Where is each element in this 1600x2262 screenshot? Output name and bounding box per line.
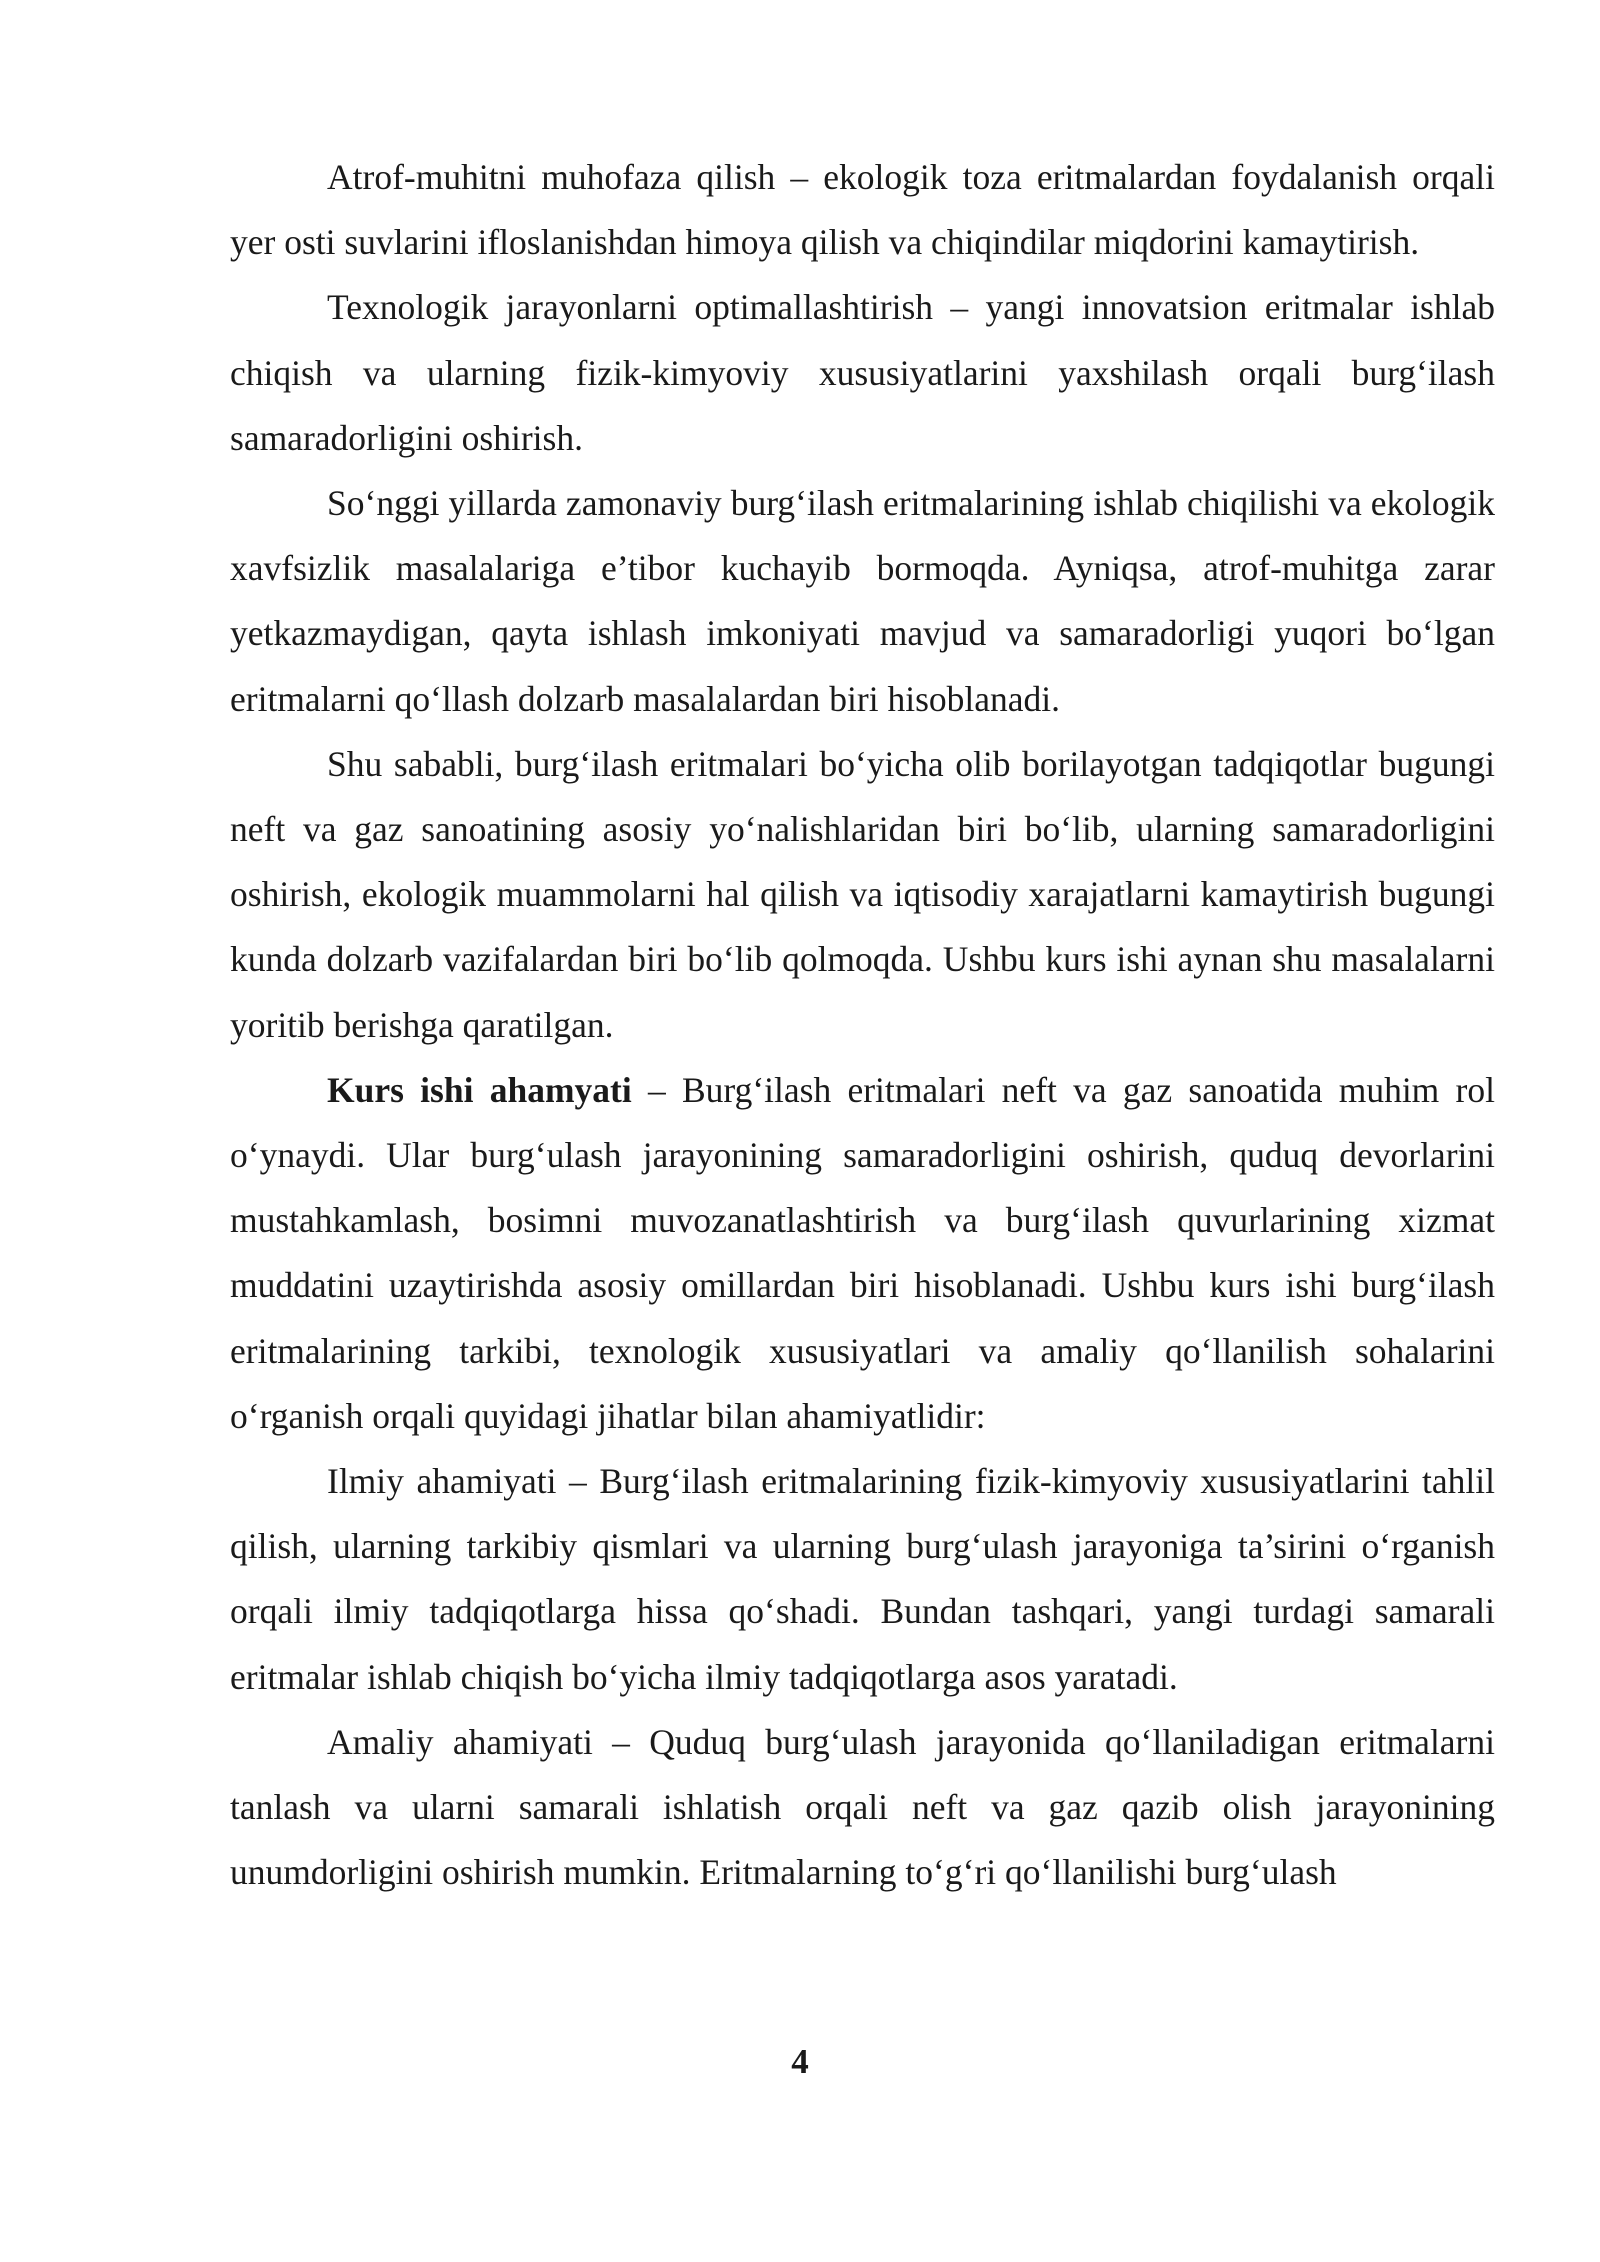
paragraph-therefore bbox=[230, 732, 1495, 1058]
paragraph-text: Texnologik jarayonlarni optimallashtirish – yangi innovatsion eritmalar ishlab chiqish va ularning fizik-kimyoviy xususiyatlarini yaxshilash orqali burg‘ilash samaradorligini oshirish. bbox=[230, 287, 1495, 458]
paragraph-text: Amaliy ahamiyati – Quduq burg‘ulash jarayonida qo‘llaniladigan eritmalarni tanlash va ularni samarali ishlatish orqali neft va gaz qazib olish jarayonining unumdorligini oshirish mumkin. Eritmalarning to‘g‘ri qo‘llanilishi burg‘ulash bbox=[230, 1721, 1495, 1893]
paragraph-text: So‘nggi yillarda zamonaviy burg‘ilash eritmalarining ishlab chiqilishi va ekologik xavfsizlik masalalariga e’tibor kuchayib bormoqda. Ayniqsa, atrof-muhitga zarar yetkazmaydigan, qayta ishlash imkoniyati mavjud va samaradorligi yuqori bo‘lgan eritmalarni qo‘llash dolzarb masalalardan biri hisoblanadi. bbox=[230, 483, 1495, 719]
paragraph-text: Ilmiy ahamiyati – Burg‘ilash eritmalarining fizik-kimyoviy xususiyatlarini tahlil qilish, ularning tarkibiy qismlari va ularning burg‘ulash jarayoniga ta’sirini o‘rganish orqali ilmiy tadqiqotlarga hissa qo‘shadi. Bundan tashqari, yangi turdagi samarali eritmalar ishlab chiqish bo‘yicha ilmiy tadqiqotlarga asos yaratadi. bbox=[230, 1461, 1495, 1697]
paragraph-environment-protection bbox=[230, 145, 1495, 275]
paragraph-course-importance bbox=[230, 1058, 1495, 1449]
paragraph-process-optimization bbox=[230, 275, 1495, 471]
paragraph-text: Atrof-muhitni muhofaza qilish – ekologik toza eritmalardan foydalanish orqali yer osti suvlarini ifloslanishdan himoya qilish va chiqindilar miqdorini kamaytirish. bbox=[230, 157, 1495, 263]
paragraph-scientific-importance bbox=[230, 1449, 1495, 1710]
body-text bbox=[230, 145, 1495, 1905]
paragraph-practical-importance bbox=[230, 1710, 1495, 1906]
paragraph-recent-years bbox=[230, 471, 1495, 732]
page-number: 4 bbox=[791, 2042, 809, 2081]
paragraph-text: – Burg‘ilash eritmalari neft va gaz sanoatida muhim rol o‘ynaydi. Ular burg‘ulash jarayonining samaradorligini oshirish, quduq devorlarini mustahkamlash, bosimni muvozanatlashtirish va burg‘ilash quvurlarining xizmat muddatini uzaytirishda asosiy omillardan biri hisoblanadi. Ushbu kurs ishi burg‘ilash eritmalarining tarkibi, texnologik xususiyatlari va amaliy qo‘llanilish sohalarini o‘rganish orqali quyidagi jihatlar bilan ahamiyatlidir: bbox=[230, 1069, 1495, 1436]
paragraph-bold-heading: Kurs ishi ahamyati bbox=[327, 1069, 632, 1110]
paragraph-text: Shu sababli, burg‘ilash eritmalari bo‘yicha olib borilayotgan tadqiqotlar bugungi neft va gaz sanoatining asosiy yo‘nalishlaridan biri bo‘lib, ularning samaradorligini oshirish, ekologik muammolarni hal qilish va iqtisodiy xarajatlarni kamaytirish bugungi kunda dolzarb vazifalardan biri bo‘lib qolmoqda. Ushbu kurs ishi aynan shu masalalarni yoritib berishga qaratilgan. bbox=[230, 743, 1495, 1045]
